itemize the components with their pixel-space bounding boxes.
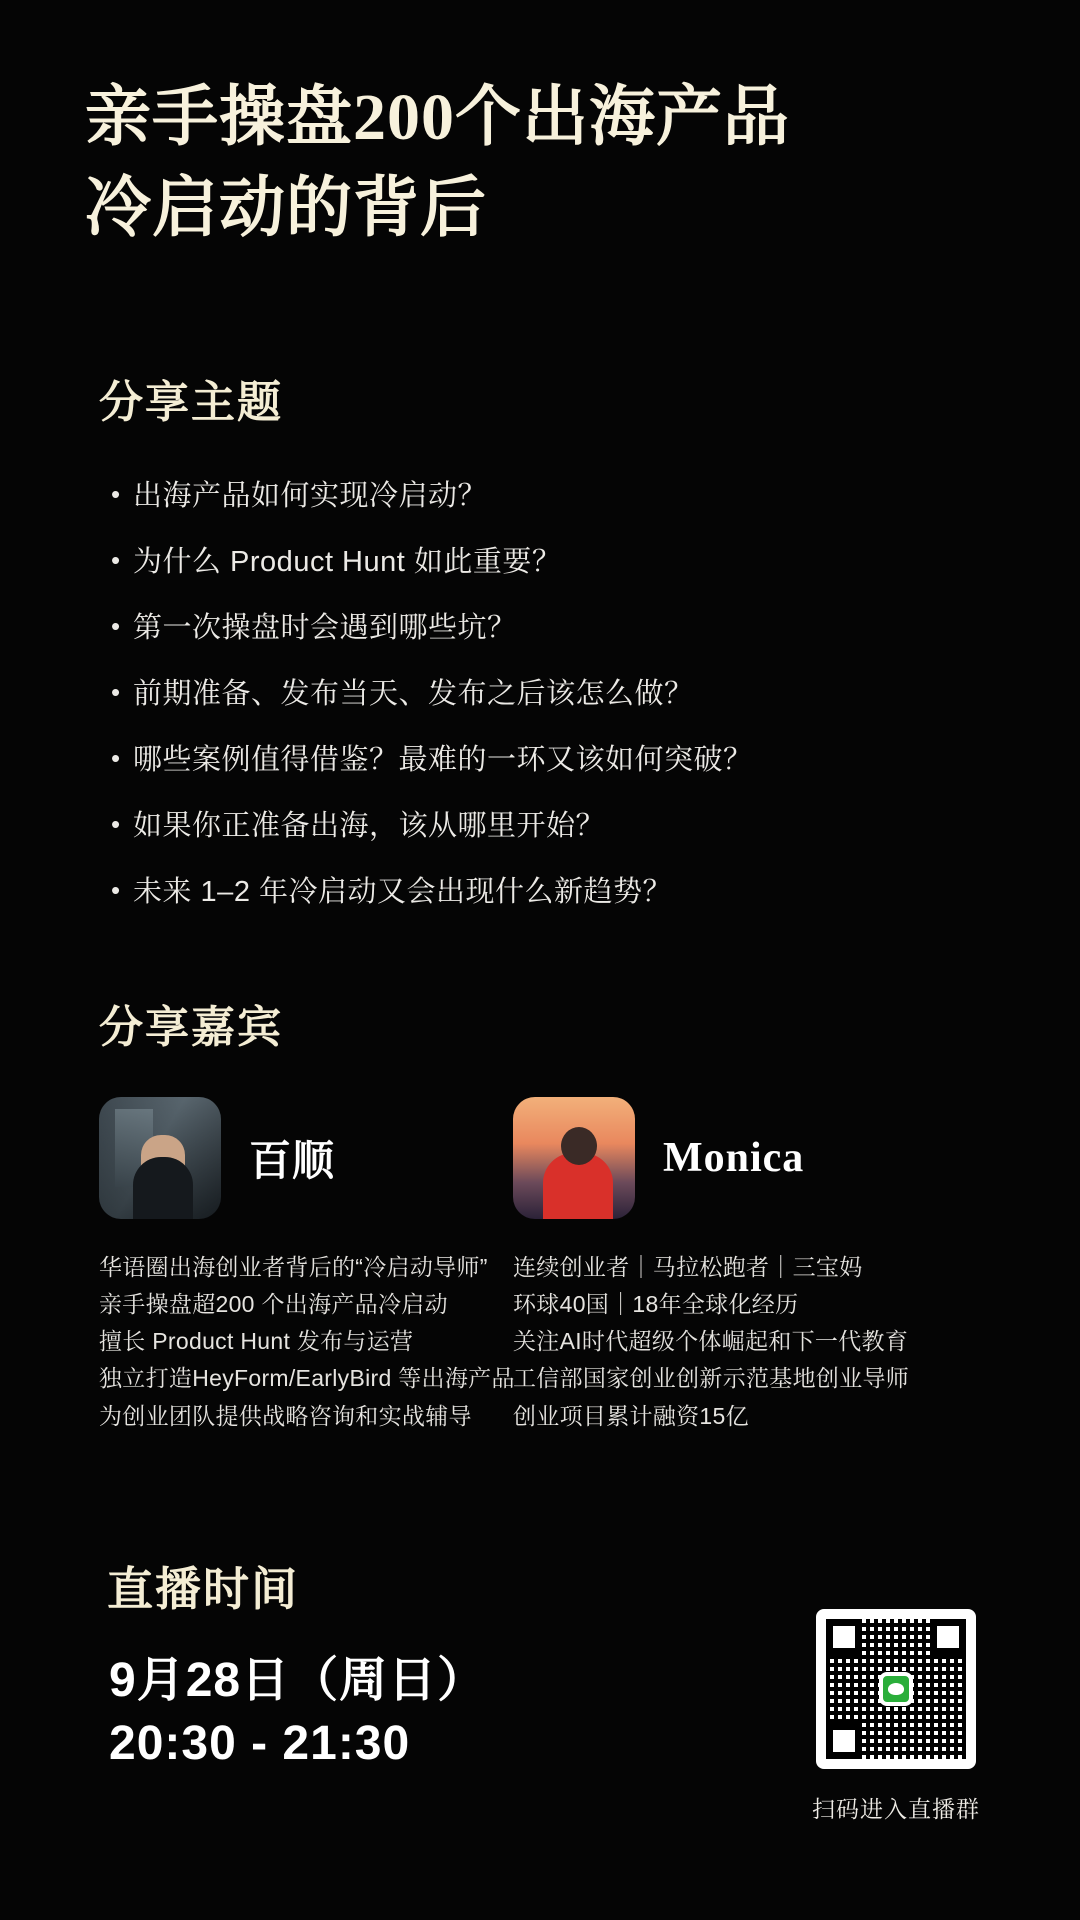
guests-list (85, 1097, 995, 1435)
bullet-icon: • (111, 479, 121, 510)
guest-name: 百顺 (249, 1138, 336, 1185)
guest-bio-line: 为创业团队提供战略咨询和实战辅导 (99, 1402, 472, 1429)
qr-finder-icon (826, 1619, 862, 1655)
live-time-heading: 直播时间 (107, 1562, 299, 1615)
wechat-icon (879, 1672, 913, 1706)
guest-bio-line: 擅长 Product Hunt 发布与运营 (99, 1328, 414, 1355)
qr-finder-icon (930, 1619, 966, 1655)
list-item (111, 606, 995, 651)
bullet-icon: • (111, 676, 121, 707)
list-item (111, 540, 995, 585)
list-item (111, 870, 995, 915)
list-item-label: 出海产品如何实现冷启动？ (133, 480, 488, 513)
list-item (111, 474, 995, 519)
guest-bio-line: 关注AI时代超级个体崛起和下一代教育 (513, 1328, 909, 1355)
list-item (111, 672, 995, 717)
guest-bio-line: 连续创业者｜马拉松跑者｜三宝妈 (513, 1253, 863, 1280)
title-line-2: 冷启动的背后 (85, 172, 487, 246)
list-item (111, 738, 995, 783)
list-item-label: 第一次操盘时会遇到哪些坑？ (133, 612, 517, 645)
bullet-icon: • (111, 808, 121, 839)
guest-bio (99, 1249, 521, 1435)
bullet-icon: • (111, 611, 121, 642)
qr-caption: 扫码进入直播群 (812, 1796, 980, 1822)
qr-pattern (826, 1619, 966, 1759)
qr-section (796, 1609, 996, 1824)
list-item-label: 为什么 Product Hunt 如此重要？ (133, 546, 562, 579)
bullet-icon: • (111, 545, 121, 576)
guest-bio-line: 创业项目累计融资15亿 (513, 1402, 749, 1429)
list-item (111, 804, 995, 849)
list-item-label: 未来 1–2 年冷启动又会出现什么新趋势？ (133, 875, 673, 908)
guest-card-1 (99, 1097, 521, 1435)
qr-code[interactable] (816, 1609, 976, 1769)
list-item-label: 哪些案例值得借鉴？最难的一环又该如何突破？ (133, 743, 753, 776)
guest-bio-line: 环球40国｜18年全球化经历 (513, 1290, 799, 1317)
page-title (85, 0, 995, 254)
guest-bio-line: 工信部国家创业创新示范基地创业导师 (513, 1365, 910, 1392)
guest-header (513, 1097, 935, 1219)
guest-bio-line: 亲手操盘超200 个出海产品冷启动 (99, 1290, 448, 1317)
topics-heading: 分享主题 (99, 378, 283, 428)
guest-card-2 (513, 1097, 935, 1435)
guests-heading: 分享嘉宾 (99, 1002, 283, 1052)
guest-bio-line: 独立打造HeyForm/EarlyBird 等出海产品 (99, 1365, 515, 1392)
live-time: 20:30 - 21:30 (109, 1717, 411, 1771)
guest-bio-line: 华语圈出海创业者背后的“冷启动导师” (99, 1253, 488, 1280)
list-item-label: 前期准备、发布当天、发布之后该怎么做？ (133, 677, 694, 710)
guest-bio (513, 1249, 935, 1435)
bullet-icon: • (111, 874, 121, 905)
live-date: 9月28日（周日） (109, 1653, 487, 1707)
avatar (99, 1097, 221, 1219)
list-item-label: 如果你正准备出海，该从哪里开始？ (133, 809, 606, 842)
title-line-1: 亲手操盘200个出海产品 (85, 81, 790, 154)
bullet-icon: • (111, 742, 121, 773)
guest-header (99, 1097, 521, 1219)
topics-list (111, 474, 995, 915)
avatar (513, 1097, 635, 1219)
qr-finder-icon (826, 1723, 862, 1759)
guest-name: Monica (663, 1134, 805, 1181)
